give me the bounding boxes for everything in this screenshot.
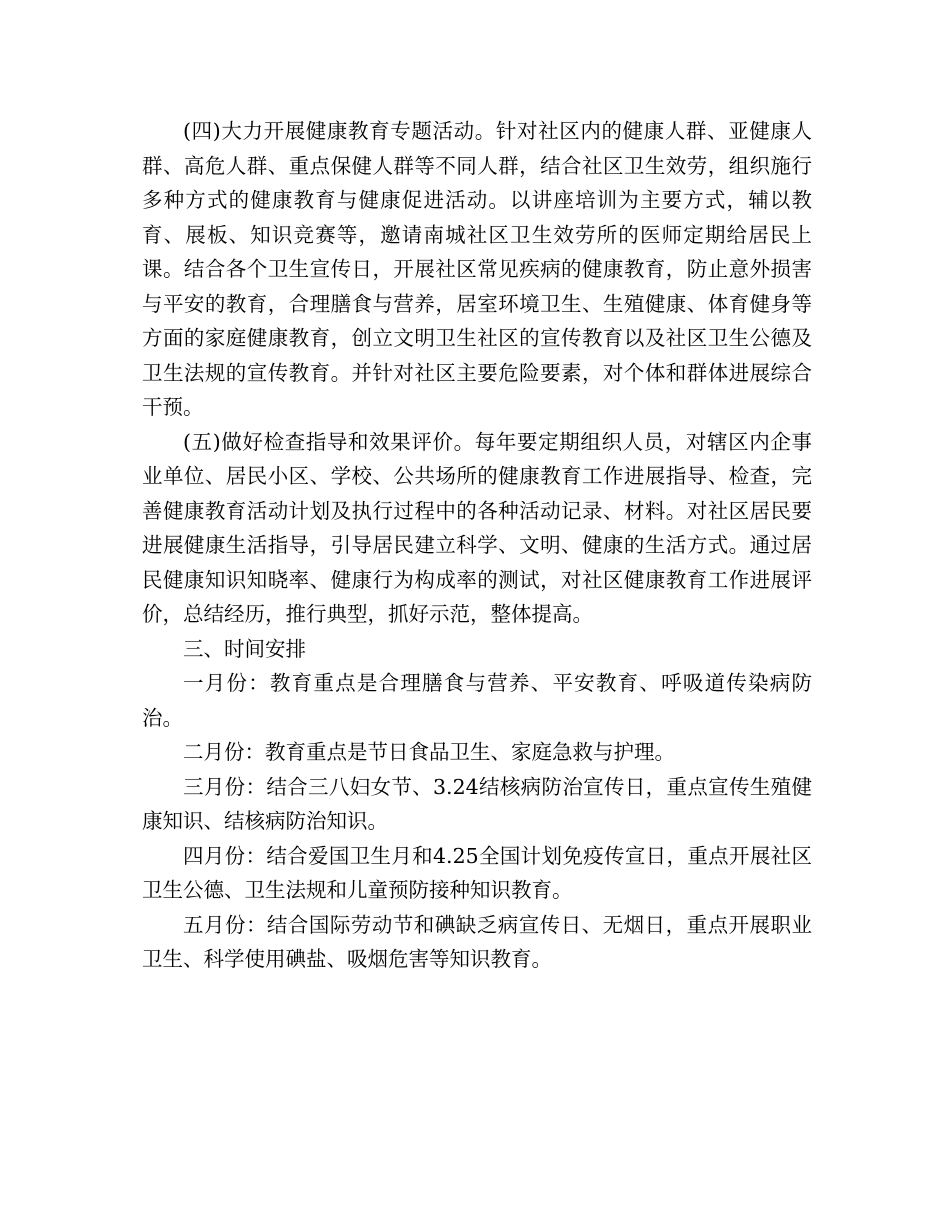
section-heading-schedule: 三、时间安排 (183, 636, 306, 661)
paragraph-inspection-evaluation: (五)做好检查指导和效果评价。每年要定期组织人员，对辖区内企事业单位、居民小区、学校、公共场所的健康教育工作进展指导、检查，完善健康教育活动计划及执行过程中的各种活动记录、材料。对社区居民要进展健康生活指导，引导居民建立科学、文明、健康的生活方式。通过居民健康知识知晓率、健康行为构成率的测试，对社区健康教育工作进展评价，总结经历，推行典型，抓好示范，整体提高。 (142, 429, 812, 626)
paragraph-march: 三月份：结合三八妇女节、3.24结核病防治宣传日，重点宣传生殖健康知识、结核病防治知识。 (142, 774, 812, 833)
paragraph-february: 二月份：教育重点是节日食品卫生、家庭急救与护理。 (183, 740, 675, 764)
paragraph-may: 五月份：结合国际劳动节和碘缺乏病宣传日、无烟日，重点开展职业卫生、科学使用碘盐、吸烟危害等知识教育。 (142, 912, 812, 971)
paragraph-health-education-activities: (四)大力开展健康教育专题活动。针对社区内的健康人群、亚健康人群、高危人群、重点保健人群等不同人群，结合社区卫生效劳，组织施行多种方式的健康教育与健康促进活动。以讲座培训为主要方式，辅以教育、展板、知识竞赛等，邀请南城社区卫生效劳所的医师定期给居民上课。结合各个卫生宣传日，开展社区常见疾病的健康教育，防止意外损害与平安的教育，合理膳食与营养，居室环境卫生、生殖健康、体育健身等方面的家庭健康教育，创立文明卫生社区的宣传教育以及社区卫生公德及卫生法规的宣传教育。并针对社区主要危险要素，对个体和群体进展综合干预。 (142, 119, 812, 419)
paragraph-april: 四月份：结合爱国卫生月和4.25全国计划免疫传宣日，重点开展社区卫生公德、卫生法规和儿童预防接种知识教育。 (142, 843, 812, 902)
paragraph-january: 一月份：教育重点是合理膳食与营养、平安教育、呼吸道传染病防治。 (142, 671, 812, 730)
document-body (142, 114, 812, 977)
